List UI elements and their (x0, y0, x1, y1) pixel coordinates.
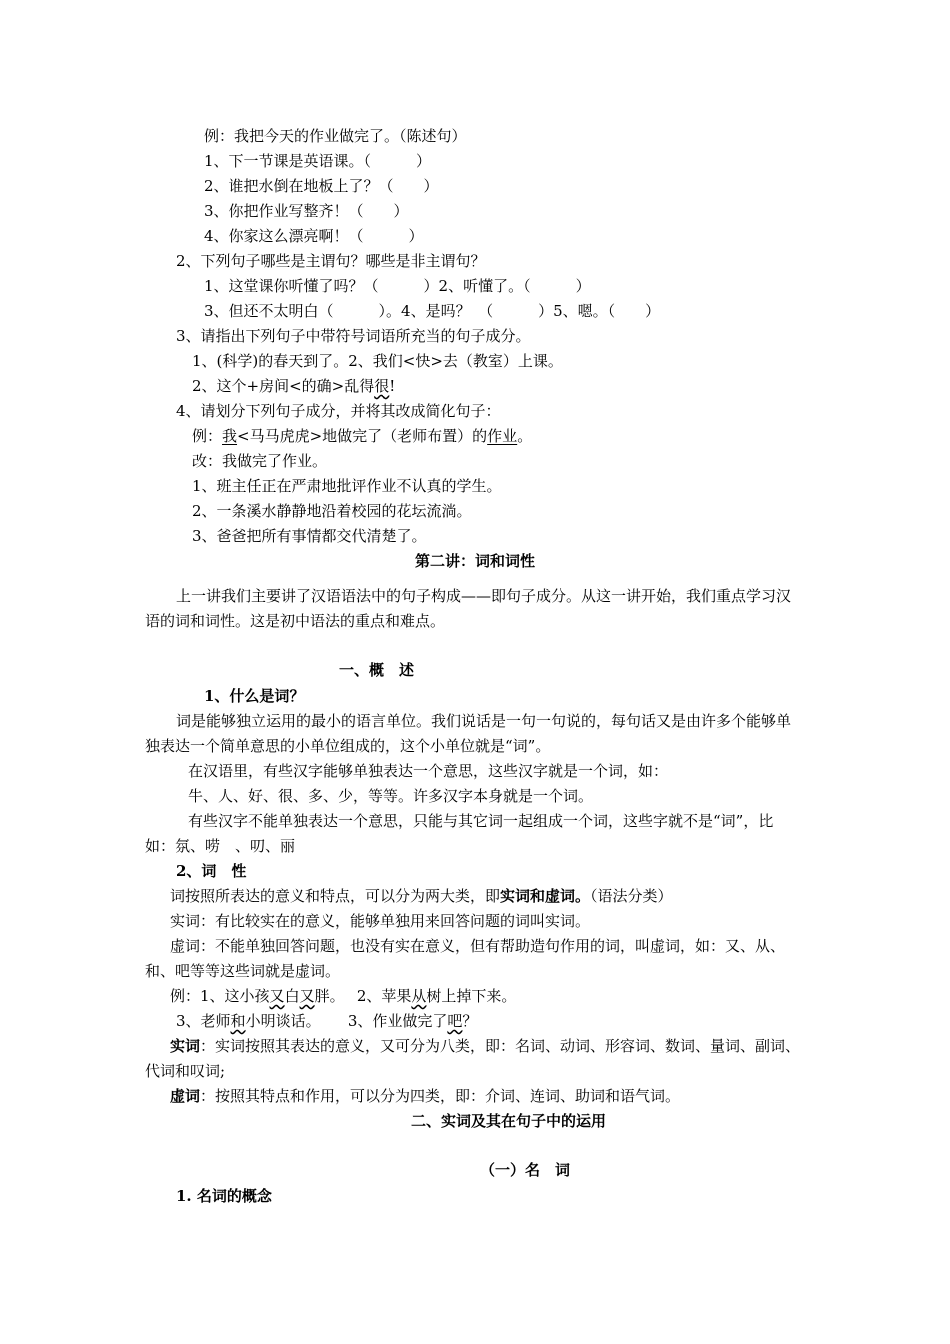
wavy-underlined-word: 从 (411, 987, 427, 1005)
exercise-item: 2、一条溪水静静地沿着校园的花坛流淌。 (192, 502, 472, 520)
exercise-item: 1、班主任正在严肃地批评作业不认真的学生。 (192, 477, 502, 495)
paragraph: 和、吧等等这些词就是虚词。 (145, 962, 341, 980)
paragraph: 语的词和词性。这是初中语法的重点和难点。 (145, 612, 446, 630)
subsection-title: 1、什么是词？ (204, 687, 305, 705)
lecture-title: 第二讲：词和词性 (414, 552, 535, 570)
section-title: 一、概 述 (339, 661, 415, 679)
exercise-heading: 4、请划分下列句子成分，并将其改成简化句子： (176, 402, 501, 420)
exercise-item: 1、这堂课你听懂了吗？（ ）2、听懂了。（ ） (204, 277, 591, 295)
paragraph: 独表达一个简单意思的小单位组成的，这个小单位就是“词”。 (145, 737, 551, 755)
example-sentence: 例：我<马马虎虎>地做完了（老师布置）的作业。 (192, 427, 533, 445)
wavy-underlined-word: 吧 (447, 1012, 463, 1030)
paragraph: 词按照所表达的意义和特点，可以分为两大类，即实词和虚词。（语法分类） (170, 887, 673, 905)
paragraph: 实词：实词按照其表达的意义，又可分为八类，即：名词、动词、形容词、数词、量词、副词、 (170, 1037, 801, 1055)
bold-term: 实词 (170, 1037, 201, 1055)
exercise-item: 3、爸爸把所有事情都交代清楚了。 (192, 527, 427, 545)
paragraph: 虚词：按照其特点和作用，可以分为四类，即：介词、连词、助词和语气词。 (170, 1087, 681, 1105)
subsection-title: （一）名 词 (480, 1161, 571, 1179)
exercise-item: 2、这个+房间<的确>乱得很! (192, 377, 396, 395)
paragraph: 虚词：不能单独回答问题，也没有实在意义，但有帮助造句作用的词，叫虚词，如：又、从、 (170, 937, 786, 955)
exercise-item: 3、你把作业写整齐！（ ） (204, 202, 409, 220)
revised-sentence: 改：我做完了作业。 (192, 452, 328, 470)
paragraph: 如：氛、唠 、叨、丽 (145, 837, 296, 855)
paragraph: 有些汉字不能单独表达一个意思，只能与其它词一起组成一个词，这些字就不是“词”，比 (188, 812, 774, 830)
example-line: 例：1、这小孩又白又胖。 2、苹果从树上掉下来。 (170, 987, 517, 1005)
example-sentence: 例：我把今天的作业做完了。（陈述句） (204, 127, 467, 145)
exercise-item: 2、谁把水倒在地板上了？（ ） (204, 177, 439, 195)
paragraph: 实词：有比较实在的意义，能够单独用来回答问题的词叫实词。 (170, 912, 591, 930)
paragraph: 上一讲我们主要讲了汉语语法中的句子构成——即句子成分。从这一讲开始，我们重点学习汉 (176, 587, 792, 605)
paragraph: 牛、人、好、很、多、少，等等。许多汉字本身就是一个词。 (188, 787, 594, 805)
wavy-underlined-word: 和 (230, 1012, 246, 1030)
item-title: 1. 名词的概念 (176, 1187, 272, 1205)
underlined-subject: 我 (222, 427, 238, 445)
exercise-heading: 2、下列句子哪些是主谓句？哪些是非主谓句？ (176, 252, 486, 270)
wavy-underlined-word: 很 (374, 377, 390, 395)
paragraph: 在汉语里，有些汉字能够单独表达一个意思，这些汉字就是一个词，如： (188, 762, 669, 780)
exercise-item: 3、但还不太明白（ ）。4、是吗？ （ ）5、嗯。（ ） (204, 302, 661, 320)
underlined-object: 作业 (487, 427, 518, 445)
example-line: 3、老师和小明谈话。 3、作业做完了吧？ (176, 1012, 478, 1030)
subsection-title: 2、词 性 (176, 862, 247, 880)
exercise-item: 1、(科学)的春天到了。2、我们<快>去（教室）上课。 (192, 352, 563, 370)
exercise-heading: 3、请指出下列句子中带符号词语所充当的句子成分。 (176, 327, 531, 345)
paragraph: 代词和叹词; (145, 1062, 226, 1080)
exercise-item: 4、你家这么漂亮啊！（ ） (204, 227, 424, 245)
exercise-item: 1、下一节课是英语课。（ ） (204, 152, 432, 170)
wavy-underlined-word: 又 (299, 987, 315, 1005)
section-title: 二、实词及其在句子中的运用 (411, 1112, 607, 1130)
bold-term: 实词和虚词。 (500, 887, 591, 905)
wavy-underlined-word: 又 (269, 987, 285, 1005)
bold-term: 虚词 (170, 1087, 201, 1105)
paragraph: 词是能够独立运用的最小的语言单位。我们说话是一句一句说的，每句话又是由许多个能够单 (176, 712, 792, 730)
